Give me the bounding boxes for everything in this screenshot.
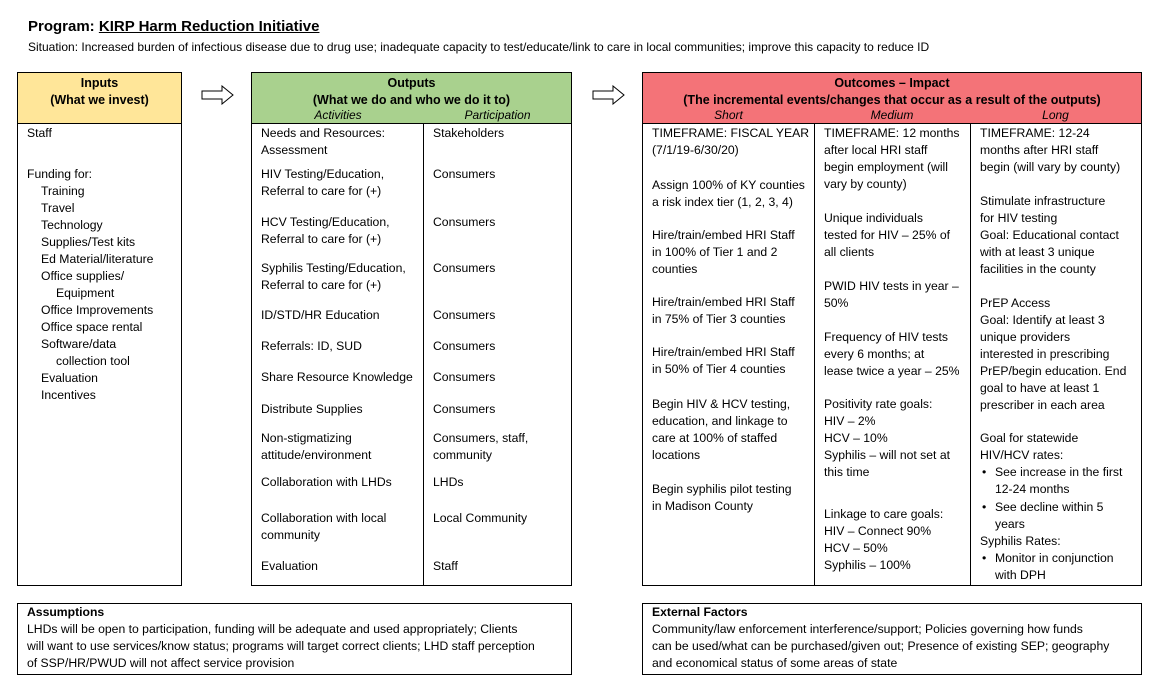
outcomes-divider-2 bbox=[970, 124, 971, 585]
output-activity: ID/STD/HR Education bbox=[261, 308, 380, 322]
output-activity: community bbox=[261, 528, 320, 542]
output-activity: HCV Testing/Education, bbox=[261, 215, 390, 229]
outcome-long-bullet: years bbox=[995, 517, 1025, 531]
outcome-medium-line: PWID HIV tests in year – bbox=[824, 279, 959, 293]
assumptions-line: LHDs will be open to participation, funding will be adequate and used appropriately; Clients bbox=[27, 622, 518, 636]
outcomes-title: Outcomes – Impact bbox=[834, 76, 950, 90]
output-activity: Referral to care for (+) bbox=[261, 184, 382, 198]
outcome-medium-line: all clients bbox=[824, 245, 875, 259]
outcome-medium-line: tested for HIV – 25% of bbox=[824, 228, 951, 242]
outcome-medium-line: Syphilis – will not set at bbox=[824, 448, 950, 462]
outcome-long-line: PrEP/begin education. End bbox=[980, 364, 1127, 378]
program-title bbox=[28, 18, 319, 35]
outcome-short-line: in Madison County bbox=[652, 499, 753, 513]
external-factors-title: External Factors bbox=[652, 605, 748, 619]
outputs-subtitle: (What we do and who we do it to) bbox=[312, 93, 511, 107]
outcome-short-line: Begin syphilis pilot testing bbox=[652, 482, 792, 496]
outcome-long-line: prescriber in each area bbox=[980, 398, 1105, 412]
col-long: Long bbox=[1042, 108, 1069, 122]
program-name: KIRP Harm Reduction Initiative bbox=[98, 18, 320, 35]
output-participation: Consumers bbox=[433, 261, 496, 275]
outcome-long-line: Goal: Identify at least 3 bbox=[980, 313, 1105, 327]
outcome-medium-line: Linkage to care goals: bbox=[824, 507, 944, 521]
outcome-long-line: with at least 3 unique bbox=[980, 245, 1095, 259]
output-activity: Referrals: ID, SUD bbox=[261, 339, 362, 353]
funding-item: Evaluation bbox=[41, 371, 98, 385]
funding-item: Supplies/Test kits bbox=[41, 235, 136, 249]
outcome-short-line: care at 100% of staffed bbox=[652, 431, 778, 445]
output-activity: Referral to care for (+) bbox=[261, 278, 382, 292]
output-activity: Non-stigmatizing bbox=[261, 431, 352, 445]
outcome-long-line: begin (will vary by county) bbox=[980, 160, 1121, 174]
outcome-long-line: Goal for statewide bbox=[980, 431, 1079, 445]
outcome-long-line: months after HRI staff bbox=[980, 143, 1099, 157]
outcome-short-line: counties bbox=[652, 262, 698, 276]
inputs-staff: Staff bbox=[27, 126, 52, 140]
external-factors-box bbox=[642, 603, 1142, 675]
outcome-short-line: in 75% of Tier 3 counties bbox=[652, 312, 786, 326]
inputs-title: Inputs bbox=[80, 76, 119, 90]
outcome-medium-line: HIV – Connect 90% bbox=[824, 524, 932, 538]
funding-item: Office Improvements bbox=[41, 303, 154, 317]
funding-item: Incentives bbox=[41, 388, 96, 402]
outcome-long-line: unique providers bbox=[980, 330, 1071, 344]
output-participation: Consumers bbox=[433, 215, 496, 229]
arrow-right-icon bbox=[201, 85, 235, 105]
outcome-medium-line: Syphilis – 100% bbox=[824, 558, 911, 572]
funding-item: Office space rental bbox=[41, 320, 143, 334]
output-participation: Consumers bbox=[433, 370, 496, 384]
assumptions-box bbox=[17, 603, 572, 675]
output-activity: Collaboration with LHDs bbox=[261, 475, 392, 489]
outcome-long-line: facilities in the county bbox=[980, 262, 1096, 276]
outcome-medium-line: begin employment (will bbox=[824, 160, 948, 174]
inputs-funding-label: Funding for: bbox=[27, 167, 93, 181]
assumptions-line: will want to use services/know status; programs will target correct clients; LHD staff perception bbox=[27, 639, 535, 653]
outcome-medium-line: HIV – 2% bbox=[824, 414, 876, 428]
funding-item: Technology bbox=[41, 218, 103, 232]
outputs-title: Outputs bbox=[387, 76, 436, 90]
funding-item: collection tool bbox=[56, 354, 130, 368]
funding-item: Office supplies/ bbox=[41, 269, 125, 283]
outputs-divider bbox=[423, 124, 424, 585]
outcome-medium-line: Positivity rate goals: bbox=[824, 397, 933, 411]
outcome-long-line: PrEP Access bbox=[980, 296, 1051, 310]
output-participation: Consumers bbox=[433, 167, 496, 181]
outcome-short-line: in 100% of Tier 1 and 2 bbox=[652, 245, 778, 259]
outcome-long-line: Syphilis Rates: bbox=[980, 534, 1061, 548]
outcome-short-line: Hire/train/embed HRI Staff bbox=[652, 295, 795, 309]
outcome-medium-line: Frequency of HIV tests bbox=[824, 330, 948, 344]
output-activity: Collaboration with local bbox=[261, 511, 387, 525]
output-activity: Needs and Resources: bbox=[261, 126, 385, 140]
situation-statement: Situation: Increased burden of infectious disease due to drug use; inadequate capacity to test/educate/link to care in local communities; improve this capacity to reduce ID bbox=[28, 40, 930, 54]
outcome-long-line: Goal: Educational contact bbox=[980, 228, 1119, 242]
funding-item: Travel bbox=[41, 201, 75, 215]
external-factors-line: Community/law enforcement interference/support; Policies governing how funds bbox=[652, 622, 1083, 636]
col-short: Short bbox=[714, 108, 743, 122]
outcome-short-line: education, and linkage to bbox=[652, 414, 788, 428]
output-activity: HIV Testing/Education, bbox=[261, 167, 385, 181]
funding-item: Training bbox=[41, 184, 85, 198]
outcome-long-line: for HIV testing bbox=[980, 211, 1058, 225]
funding-item: Equipment bbox=[56, 286, 115, 300]
output-participation: Consumers bbox=[433, 402, 496, 416]
external-factors-line: can be used/what can be purchased/given out; Presence of existing SEP; geography bbox=[652, 639, 1110, 653]
inputs-header bbox=[17, 72, 182, 124]
outcome-medium-line: TIMEFRAME: 12 months bbox=[824, 126, 960, 140]
outcome-long-bullet: See decline within 5 bbox=[995, 500, 1104, 514]
output-participation: Local Community bbox=[433, 511, 528, 525]
bullet-icon: • bbox=[982, 465, 987, 479]
outcome-medium-line: this time bbox=[824, 465, 870, 479]
outcome-medium-line: after local HRI staff bbox=[824, 143, 928, 157]
inputs-subtitle: (What we invest) bbox=[50, 93, 149, 107]
arrow-right-icon bbox=[592, 85, 626, 105]
output-participation: Consumers bbox=[433, 339, 496, 353]
outcomes-body bbox=[642, 123, 1142, 586]
outcome-short-line: (7/1/19-6/30/20) bbox=[652, 143, 739, 157]
outcome-long-line: Stimulate infrastructure bbox=[980, 194, 1106, 208]
outcome-long-bullet: 12-24 months bbox=[995, 482, 1070, 496]
outcome-short-line: in 50% of Tier 4 counties bbox=[652, 362, 786, 376]
outcome-medium-line: every 6 months; at bbox=[824, 347, 925, 361]
output-activity: Distribute Supplies bbox=[261, 402, 363, 416]
output-participation: community bbox=[433, 448, 492, 462]
output-participation: Stakeholders bbox=[433, 126, 505, 140]
output-participation: LHDs bbox=[433, 475, 464, 489]
bullet-icon: • bbox=[982, 551, 987, 565]
outcome-medium-line: vary by county) bbox=[824, 177, 907, 191]
output-activity: Evaluation bbox=[261, 559, 318, 573]
outcome-short-line: locations bbox=[652, 448, 701, 462]
outcomes-divider-1 bbox=[814, 124, 815, 585]
outcome-long-line: TIMEFRAME: 12-24 bbox=[980, 126, 1090, 140]
outcome-long-line: goal to have at least 1 bbox=[980, 381, 1100, 395]
outcome-short-line: Assign 100% of KY counties bbox=[652, 178, 805, 192]
outcome-short-line: TIMEFRAME: FISCAL YEAR bbox=[652, 126, 810, 140]
output-activity: Share Resource Knowledge bbox=[261, 370, 413, 384]
outcome-long-bullet: with DPH bbox=[995, 568, 1046, 582]
outcomes-header bbox=[642, 72, 1142, 124]
outcome-short-line: Hire/train/embed HRI Staff bbox=[652, 345, 795, 359]
outcome-short-line: Hire/train/embed HRI Staff bbox=[652, 228, 795, 242]
col-activities: Activities bbox=[314, 108, 362, 122]
outcome-long-bullet: See increase in the first bbox=[995, 465, 1123, 479]
col-participation: Participation bbox=[464, 108, 531, 122]
output-participation: Staff bbox=[433, 559, 458, 573]
output-activity: attitude/environment bbox=[261, 448, 372, 462]
outcome-long-line: HIV/HCV rates: bbox=[980, 448, 1064, 462]
outcome-medium-line: lease twice a year – 25% bbox=[824, 364, 960, 378]
external-factors-line: and economical status of some areas of state bbox=[652, 656, 898, 670]
outcome-medium-line: 50% bbox=[824, 296, 849, 310]
outcome-long-bullet: Monitor in conjunction bbox=[995, 551, 1114, 565]
outcome-medium-line: HCV – 50% bbox=[824, 541, 888, 555]
output-participation: Consumers, staff, bbox=[433, 431, 529, 445]
output-activity: Assessment bbox=[261, 143, 328, 157]
funding-item: Software/data bbox=[41, 337, 117, 351]
outcome-medium-line: HCV – 10% bbox=[824, 431, 888, 445]
output-activity: Syphilis Testing/Education, bbox=[261, 261, 406, 275]
outcomes-subtitle: (The incremental events/changes that occur as a result of the outputs) bbox=[683, 93, 1101, 107]
assumptions-line: of SSP/HR/PWUD will not affect service provision bbox=[27, 656, 295, 670]
outcome-short-line: a risk index tier (1, 2, 3, 4) bbox=[652, 195, 793, 209]
outputs-header bbox=[251, 72, 572, 124]
outcome-short-line: Begin HIV & HCV testing, bbox=[652, 397, 791, 411]
bullet-icon: • bbox=[982, 500, 987, 514]
outcome-long-line: interested in prescribing bbox=[980, 347, 1110, 361]
output-participation: Consumers bbox=[433, 308, 496, 322]
inputs-body bbox=[17, 123, 182, 586]
program-label: Program: bbox=[28, 18, 99, 35]
outcome-medium-line: Unique individuals bbox=[824, 211, 923, 225]
outputs-body bbox=[251, 123, 572, 586]
output-activity: Referral to care for (+) bbox=[261, 232, 382, 246]
col-medium: Medium bbox=[870, 108, 914, 122]
assumptions-title: Assumptions bbox=[27, 605, 105, 619]
funding-item: Ed Material/literature bbox=[41, 252, 154, 266]
